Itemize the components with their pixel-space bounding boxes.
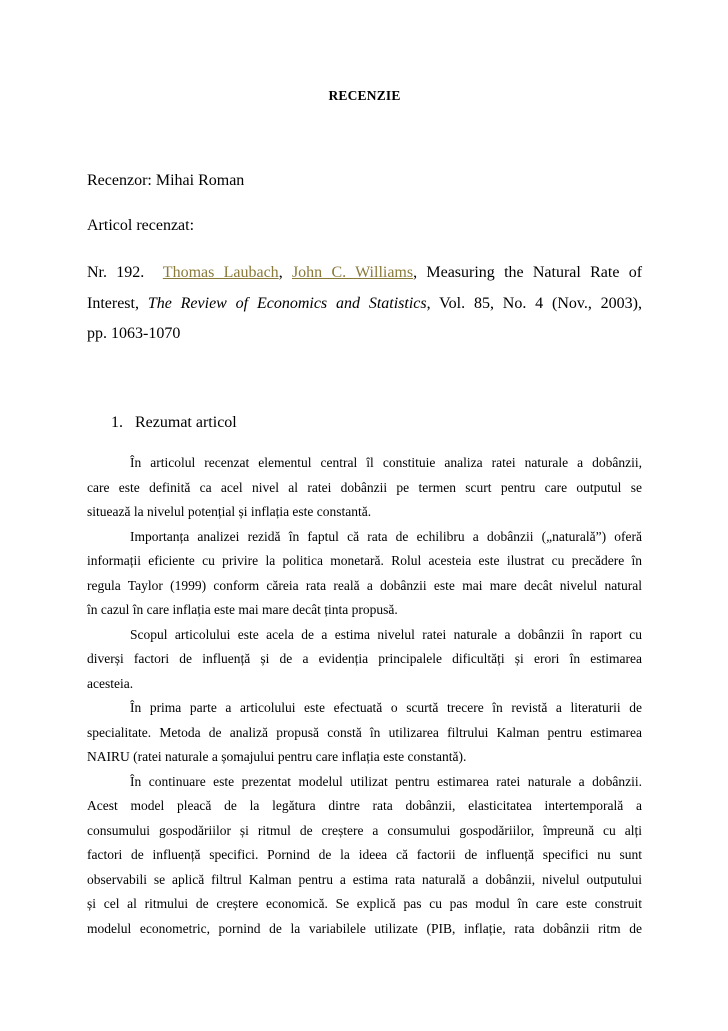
paragraph-line: Acest model pleacă de la legătura dintre rata dobânzii, elasticitatea intertemporală a [87,798,642,813]
paragraph [87,623,642,697]
paragraph [87,696,642,770]
reviewer-line: Recenzor: Mihai Roman [87,172,245,189]
paragraph-line: diverși factori de influență și de a evidenția principalele dificultăți și erori în estimarea [87,651,642,666]
author-link-williams[interactable]: John C. Williams [291,264,414,281]
author-separator: , [278,264,283,281]
paragraph-line: informații eficiente cu privire la politica monetară. Rolul acesteia este ilustrat cu precădere în [87,553,642,568]
paragraph-line: care este definită ca acel nivel al ratei dobânzii pe termen scurt pentru care outputul se [87,479,642,495]
paragraph-line: Scopul articolului este acela de a estima nivelul ratei naturale a dobânzii în raport cu [130,626,642,642]
paragraph-line: În prima parte a articolului este efectuată o scurtă trecere în revistă a literaturii de [130,700,642,715]
article-reference [87,258,642,350]
paragraph-line: situează la nivelul potențial și inflația este constantă. [87,504,372,519]
author-link-laubach[interactable]: Thomas Laubach [162,264,279,281]
paragraph-line: factori de influență specifici. Pornind de la ideea că factorii de influență specifici nu sunt [87,847,642,862]
summary-body [87,451,642,941]
paragraph [87,770,642,942]
paragraph-line: NAIRU (ratei naturale a șomajului pentru care inflația este constantă). [87,749,467,764]
section-heading [111,414,237,432]
paragraph-line: acesteia. [87,675,134,691]
reference-line-1 [87,258,642,289]
paragraph-line: regula Taylor (1999) conform căreia rata reală a dobânzii este mai mare decât nivelul natural [87,577,642,593]
paragraph-line: în cazul în care inflația este mai mare decât ținta propusă. [87,602,398,617]
paragraph [87,451,642,525]
reference-pages: pp. 1063-1070 [87,325,181,342]
paragraph-line: și cel al ritmului de creștere economică. Se explică pas cu pas modul în care este construit [87,896,642,911]
article-title: , Measuring the Natural Rate of [413,264,643,281]
article-title-end: Interest, [87,294,148,312]
reference-line-2 [87,289,642,320]
journal-volume: , Vol. 85, No. 4 (Nov., 2003), [426,294,643,312]
journal-name: The Review of Economics and Statistics [147,294,427,312]
page-title: RECENZIE [328,88,401,103]
article-label: Articol recenzat: [87,217,195,234]
paragraph-line: specialitate. Metoda de analiză propusă constă în utilizarea filtrului Kalman pentru estimarea [87,724,642,740]
paragraph-line: modelul econometric, pornind de la variabilele utilizate (PIB, inflație, rata dobânzii ritm de [87,920,642,936]
paragraph-line: În continuare este prezentat modelul utilizat pentru estimarea ratei naturale a dobânzii. [130,773,642,789]
paragraph-line: consumului gospodăriilor și ritmul de creștere a consumului gospodăriilor, împreună cu alți [87,822,642,838]
reference-number: Nr. 192. [87,264,145,281]
paragraph-line: În articolul recenzat elementul central îl constituie analiza ratei naturale a dobânzii, [130,455,642,470]
section-title: Rezumat articol [135,414,237,431]
paragraph-line: Importanța analizei rezidă în faptul că rata de echilibru a dobânzii („naturală”) oferă [130,528,642,544]
paragraph [87,525,642,623]
section-number: 1. [111,414,123,431]
paragraph-line: observabili se aplică filtrul Kalman pentru a estima rata naturală a dobânzii, nivelul outputului [87,871,642,887]
